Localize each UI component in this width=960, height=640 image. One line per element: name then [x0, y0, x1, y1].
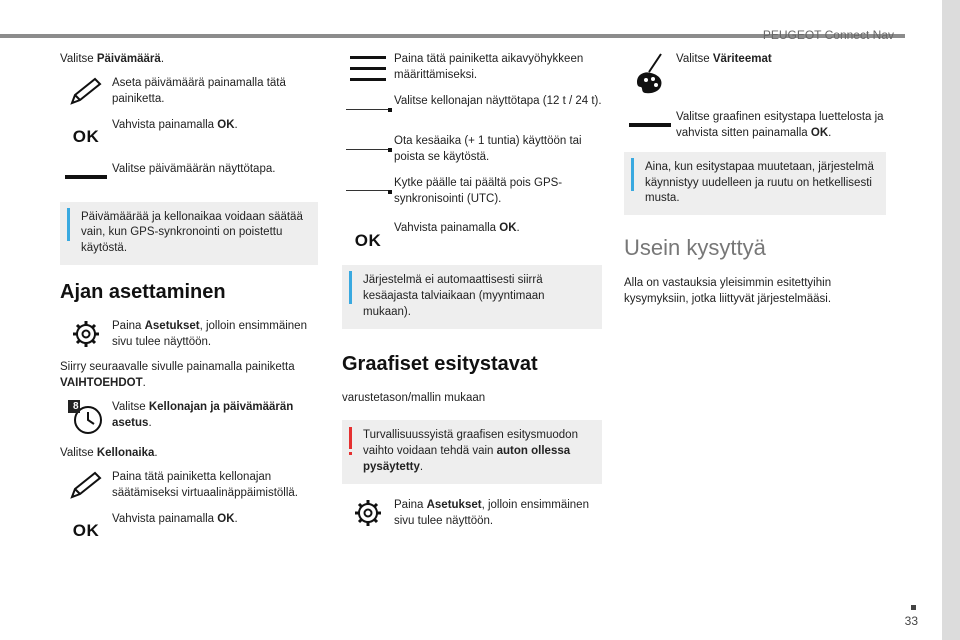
step-clock-settings: 8 Valitse Kellonajan ja päivämäärän asetus. [60, 400, 318, 436]
time-intro: Valitse Kellonaika. [60, 447, 158, 460]
warning-icon [349, 427, 352, 449]
palette-icon [624, 52, 676, 96]
step-choose-theme: Valitse graafinen esitystapa luettelosta ja vahvista sitten painamalla OK. [624, 110, 886, 142]
step-time-format: Valitse kellonajan näyttötapa (12 t / 24 t). [342, 94, 602, 124]
pencil-icon [60, 470, 112, 500]
column-3 [624, 52, 886, 315]
date-intro: Valitse Päivämäärä. [60, 53, 165, 65]
clock-icon [60, 400, 112, 436]
warning-note: Turvallisuussyistä graafisen esitysmuodon vaihto voidaan tehdä vain auton ollessa pysäytetty. [342, 420, 602, 484]
section-heading-themes: Graafiset esitystavat [342, 353, 538, 376]
gear-icon [60, 319, 112, 349]
toggle-line-icon [342, 94, 394, 124]
toggle-line-icon [342, 176, 394, 206]
faq-paragraph: Alla on vastauksia yleisimmin esitettyihin kysymyksiin, jotka liittyvät järjestelmääsi. [624, 276, 832, 305]
step-set-time: Paina tätä painiketta kellonajan säätämiseksi virtuaalinäppäimistöllä. [60, 470, 318, 502]
ok-button[interactable]: OK [354, 230, 382, 250]
slider-bar-icon [60, 162, 112, 192]
step-gps-sync: Kytke päälle tai päältä pois GPS-synkronisointi (UTC). [342, 176, 602, 208]
pencil-icon [60, 76, 112, 106]
step-color-theme: Valitse Väriteemat [624, 52, 886, 96]
options-paragraph: Siirry seuraavalle sivulle painamalla painiketta VAIHTOEHDOT. [60, 361, 295, 390]
column-1 [60, 52, 318, 556]
continuation-marker [911, 605, 916, 610]
section-heading-time: Ajan asettaminen [60, 281, 226, 304]
step-set-date: Aseta päivämäärä painamalla tätä painiketta. [60, 76, 318, 108]
step-settings: Paina Asetukset, jolloin ensimmäinen sivu tulee näyttöön. [60, 319, 318, 351]
gear-icon [342, 498, 394, 528]
info-note: Aina, kun esitystapaa muutetaan, järjestelmä käynnistyy uudelleen ja ruutu on hetkellisesti musta. [624, 152, 886, 216]
info-icon [631, 161, 634, 191]
step-confirm-date: OK Vahvista painamalla OK. [60, 118, 318, 152]
clock-badge-number: 8 [73, 401, 79, 413]
section-heading-faq: Usein kysyttyä [624, 235, 766, 261]
page-header: PEUGEOT Connect Nav [762, 28, 894, 42]
step-timezone: Paina tätä painiketta aikavyöhykkeen määrittämiseksi. [342, 52, 602, 84]
ok-button[interactable]: OK [72, 521, 100, 541]
info-note: Päivämäärää ja kellonaikaa voidaan säätää vain, kun GPS-synkronointi on poistettu käytöstä. [60, 202, 318, 266]
ok-button[interactable]: OK [72, 126, 100, 146]
step-confirm-time: OK Vahvista painamalla OK. [60, 512, 318, 546]
step-daylight-saving: Ota kesäaika (+ 1 tuntia) käyttöön tai poista se käytöstä. [342, 134, 602, 166]
menu-icon [342, 52, 394, 84]
slider-bar-icon [624, 110, 676, 140]
step-date-format: Valitse päivämäärän näyttötapa. [60, 162, 318, 192]
toggle-line-icon [342, 134, 394, 164]
page-number: 33 [904, 614, 918, 629]
step-settings: Paina Asetukset, jolloin ensimmäinen sivu tulee näyttöön. [342, 498, 602, 530]
side-strip [942, 0, 960, 640]
info-icon [67, 211, 70, 241]
column-2 [342, 52, 602, 540]
info-note: Järjestelmä ei automaattisesti siirrä kesäajasta talviaikaan (myyntimaan mukaan). [342, 265, 602, 329]
subtitle: varustetason/mallin mukaan [342, 391, 486, 404]
info-icon [349, 274, 352, 304]
step-confirm-zone: OK Vahvista painamalla OK. [342, 221, 602, 255]
